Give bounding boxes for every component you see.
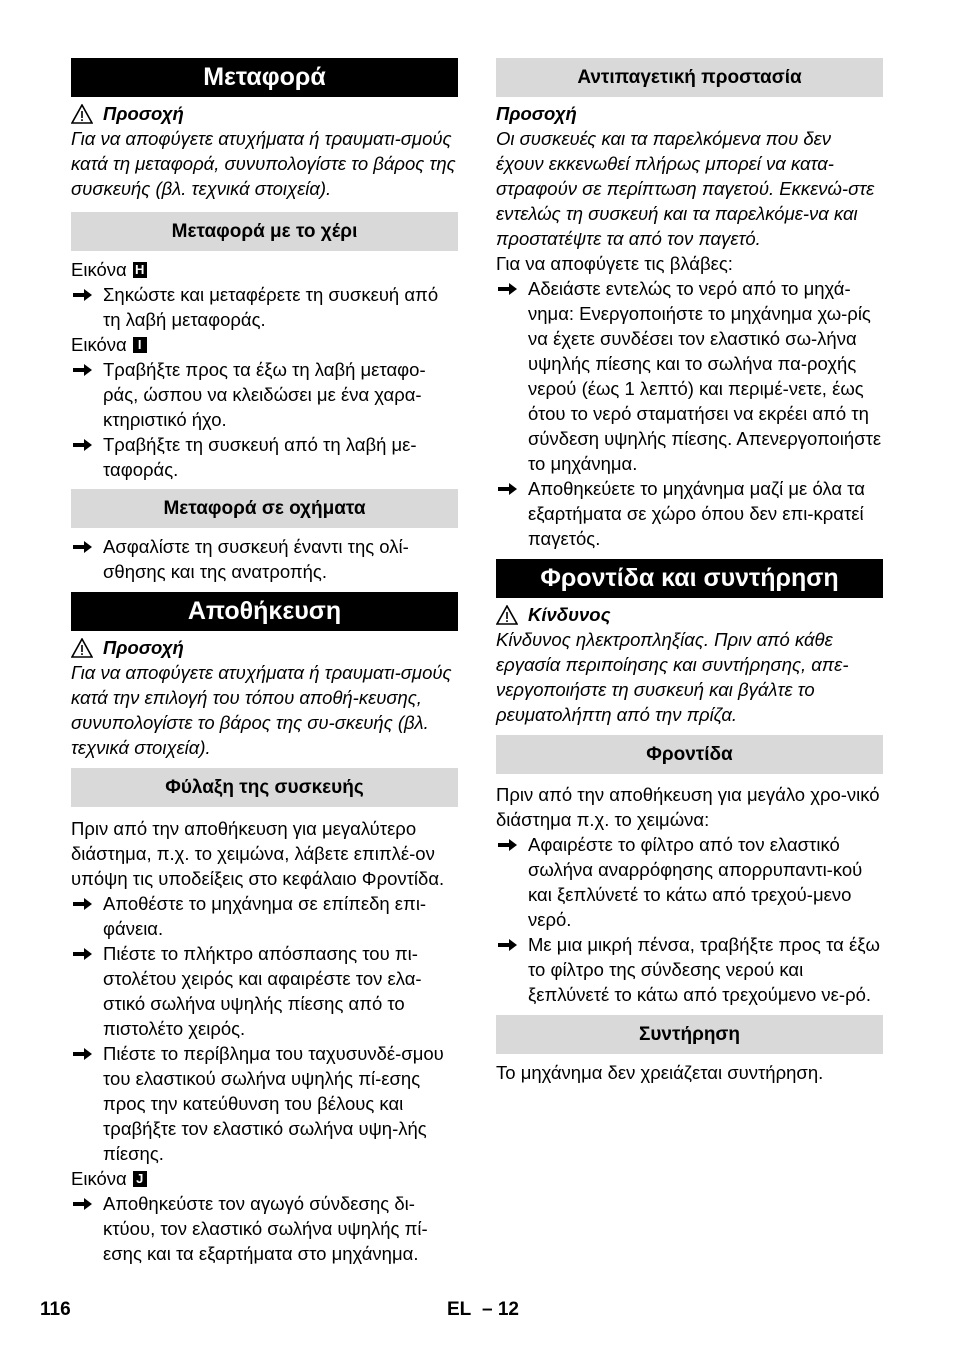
subsection-title-vehicle-transport: Μεταφορά σε οχήματα [71, 489, 458, 528]
subsection-title-care: Φροντίδα [496, 735, 883, 774]
list-item: Τραβήξτε τη συσκευή από τη λαβή με-ταφοράς. [71, 432, 458, 482]
section-title-care-maintenance: Φροντίδα και συντήρηση [496, 559, 883, 598]
warning-triangle-icon [71, 104, 93, 124]
language-code: EL [447, 1299, 472, 1320]
arrow-right-icon [498, 938, 518, 952]
list-item: Σηκώστε και μεταφέρετε τη συσκευή από τη λαβή μεταφοράς. [71, 282, 458, 332]
arrow-right-icon [73, 288, 93, 302]
warning-triangle-icon [71, 638, 93, 658]
list-item: Αποθηκεύστε τον αγωγό σύνδεσης δι-κτύου, τον ελαστικό σωλήνα υψηλής πί-εσης και τα εξαρτήματα στο μηχάνημα. [71, 1191, 458, 1266]
paragraph: Για να αποφύγετε τις βλάβες: [496, 253, 733, 274]
arrow-right-icon [498, 282, 518, 296]
danger-text: Κίνδυνος ηλεκτροπληξίας. Πριν από κάθε εργασία περιποίησης και συντήρησης, απε-νεργοποιήστε τη συσκευή και βγάλτε το ρευματολήπτη από την πρίζα. [496, 629, 849, 725]
caution-text: Για να αποφύγετε ατυχήματα ή τραυματι-σμούς κατά τη μεταφορά, συνυπολογίστε το βάρος της συσκευής (βλ. τεχνικά στοιχεία). [71, 128, 456, 199]
arrow-right-icon [73, 438, 93, 452]
subsection-title-frost-protection: Αντιπαγετική προστασία [496, 58, 883, 97]
subsection-title-device-storage: Φύλαξη της συσκευής [71, 768, 458, 807]
list-item: Αποθέστε το μηχάνημα σε επίπεδη επι-φάνεια. [71, 891, 458, 941]
danger-label: Κίνδυνος [496, 602, 883, 627]
subsection-title-hand-transport: Μεταφορά με το χέρι [71, 212, 458, 251]
page-number: 116 [40, 1299, 71, 1320]
list-item: Αφαιρέστε το φίλτρο από τον ελαστικό σωλήνα αναρρόφησης απορρυπαντι-κού και ξεπλύνετέ το κάτω από τρεχού-μενο νερό. [496, 832, 883, 932]
warning-triangle-icon [496, 605, 518, 625]
caution-text: Οι συσκευές και τα παρελκόμενα που δεν έχουν εκκενωθεί πλήρως μπορεί να κατα-στραφούν σε περίπτωση παγετού. Εκκενώ-στε εντελώς τη συσκευή και τα παρελκόμε-να και προστατέψτε τα από τον παγετό. [496, 128, 875, 249]
caution-text: Για να αποφύγετε ατυχήματα ή τραυματι-σμούς κατά την επιλογή του τόπου αποθή-κευσης, συνυπολογίστε το βάρος της συ-σκευής (βλ. τεχνικά στοιχεία). [71, 662, 452, 758]
list-item: Πιέστε το πλήκτρο απόσπασης του πι-στολέτου χειρός και αφαιρέστε τον ελα-στικό σωλήνα υψηλής πίεσης από το πιστολέτο χειρός. [71, 941, 458, 1041]
arrow-right-icon [498, 838, 518, 852]
section-page-ref: – 12 [482, 1299, 519, 1320]
figure-ref-h: Εικόνα H [71, 257, 458, 282]
figure-ref-j: Εικόνα J [71, 1166, 458, 1191]
arrow-right-icon [73, 540, 93, 554]
arrow-right-icon [73, 1047, 93, 1061]
paragraph: Πριν από την αποθήκευση για μεγαλύτερο διάστημα, π.χ. το χειμώνα, λάβετε επιπλέ-ον υπόψη τις υποδείξεις στο κεφάλαιο Φροντίδα. [71, 818, 445, 889]
section-title-transport: Μεταφορά [71, 58, 458, 97]
figure-ref-i: Εικόνα I [71, 332, 458, 357]
list-item: Τραβήξτε προς τα έξω τη λαβή μεταφο-ράς, ώσπου να κλειδώσει με ένα χαρα-κτηριστικό ήχο. [71, 357, 458, 432]
arrow-right-icon [73, 897, 93, 911]
right-column [496, 58, 883, 1085]
arrow-right-icon [498, 482, 518, 496]
paragraph: Το μηχάνημα δεν χρειάζεται συντήρηση. [496, 1062, 824, 1083]
paragraph: Πριν από την αποθήκευση για μεγάλο χρο-νικό διάστημα π.χ. το χειμώνα: [496, 784, 880, 830]
arrow-right-icon [73, 947, 93, 961]
caution-label: Προσοχή [71, 101, 458, 126]
left-column [71, 58, 458, 1266]
section-title-storage: Αποθήκευση [71, 592, 458, 631]
list-item: Αδειάστε εντελώς το νερό από το μηχά-νημα: Ενεργοποιήστε το μηχάνημα χω-ρίς να έχετε συνδέσει τον ελαστικό σω-λήνα υψηλής πίεσης και το σωλήνα πα-ροχής νερού (έως 1 λεπτό) και περιμέ-νετε, έως ότου το νερό σταματήσει να εκρέει από τη σύνδεση υψηλής πίεσης. Απενεργοποιήστε το μηχάνημα. [496, 276, 883, 476]
caution-label: Προσοχή [71, 635, 458, 660]
list-item: Αποθηκεύετε το μηχάνημα μαζί με όλα τα εξαρτήματα σε χώρο όπου δεν επι-κρατεί παγετός. [496, 476, 883, 551]
list-item: Πιέστε το περίβλημα του ταχυσυνδέ-σμου του ελαστικού σωλήνα υψηλής πί-εσης προς την κατεύθυνση του βέλους και τραβήξτε τον ελαστικό σωλήνα υψη-λής πίεσης. [71, 1041, 458, 1166]
subsection-title-maintenance: Συντήρηση [496, 1015, 883, 1054]
arrow-right-icon [73, 1197, 93, 1211]
list-item: Με μια μικρή πένσα, τραβήξτε προς τα έξω το φίλτρο της σύνδεσης νερού και ξεπλύνετέ το κάτω από τρεχούμενο νε-ρό. [496, 932, 883, 1007]
list-item: Ασφαλίστε τη συσκευή έναντι της ολί-σθησης και της ανατροπής. [71, 534, 458, 584]
caution-label: Προσοχή [496, 103, 577, 124]
arrow-right-icon [73, 363, 93, 377]
